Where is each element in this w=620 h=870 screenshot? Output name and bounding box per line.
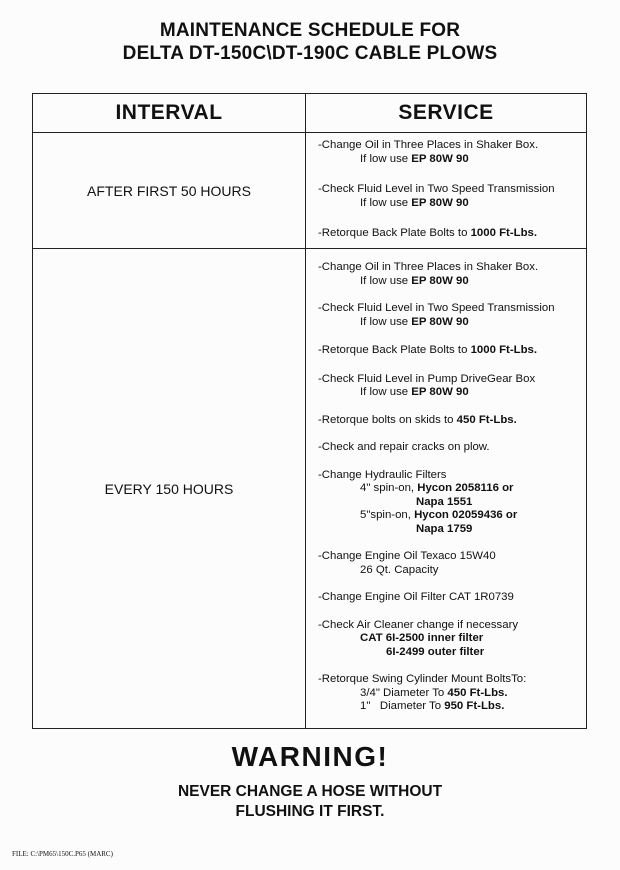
filter-part-number: CAT 6I-2500 inner filter [360, 632, 484, 644]
interval-cell: EVERY 150 HOURS [33, 249, 306, 729]
warning-text-line-2: FLUSHING IT FIRST. [235, 803, 385, 820]
warning-text-line-1: NEVER CHANGE A HOSE WITHOUT [177, 783, 443, 800]
service-item-note: If low use [360, 274, 412, 287]
service-item-text: -Retorque Swing Cylinder Mount BoltsTo: [318, 673, 527, 685]
filter-part-number: Napa 1551 [416, 495, 473, 508]
service-item-text: -Retorque Back Plate Bolts to [318, 344, 471, 356]
filter-part-number: Hycon 2058116 or [417, 482, 514, 494]
document-title-line-2: DELTA DT-150C\DT-190C CABLE PLOWS [122, 43, 498, 64]
service-item-oil-spec: EP 80W 90 [411, 274, 469, 287]
service-item [318, 302, 586, 329]
service-item-text: -Change Hydraulic Filters [318, 468, 447, 481]
service-item-torque-spec: 450 Ft-Lbs. [447, 686, 508, 699]
filter-size-note: 5"spin-on, [360, 509, 415, 521]
filter-size-note: 4" spin-on, [360, 482, 418, 494]
service-item-text: -Check Fluid Level in Two Speed Transmission [318, 183, 555, 195]
service-item [318, 139, 586, 166]
service-item-text: -Change Oil in Three Places in Shaker Box. [318, 139, 539, 151]
file-path-footer: FILE: C:\PM65\150C.P65 (MARC) [12, 850, 113, 858]
service-item-text: -Check and repair cracks on plow. [318, 441, 490, 453]
service-item [318, 550, 586, 577]
service-item-oil-spec: EP 80W 90 [411, 152, 469, 165]
table-row [33, 133, 587, 249]
service-item [318, 441, 586, 455]
service-item [318, 261, 586, 288]
interval-cell: AFTER FIRST 50 HOURS [33, 133, 306, 249]
service-item [318, 619, 586, 660]
service-item-oil-spec: EP 80W 90 [411, 386, 469, 398]
service-item [318, 414, 586, 428]
service-cell [306, 133, 587, 249]
service-item-note: If low use [360, 196, 412, 209]
service-item [318, 469, 586, 537]
service-item-text: -Change Engine Oil Texaco 15W40 [318, 550, 496, 562]
service-column-header: SERVICE [306, 94, 587, 133]
service-item-text: -Check Fluid Level in Pump DriveGear Box [318, 372, 536, 385]
service-item-text: -Check Air Cleaner change if necessary [318, 618, 519, 631]
service-item [318, 373, 586, 400]
service-item-text: -Check Fluid Level in Two Speed Transmission [318, 302, 555, 314]
service-item-note: If low use [360, 386, 412, 398]
service-item-torque-spec: 1000 Ft-Lbs. [470, 344, 538, 356]
service-item-torque-spec: 1000 Ft-Lbs. [470, 227, 538, 239]
service-item-torque-spec: 950 Ft-Lbs. [444, 700, 505, 712]
filter-part-number: Hycon 02059436 or [414, 509, 518, 521]
service-item [318, 227, 586, 241]
service-item-text: -Change Engine Oil Filter CAT 1R0739 [318, 591, 514, 603]
service-item-oil-spec: EP 80W 90 [411, 196, 469, 209]
service-item [318, 344, 586, 358]
service-item [318, 673, 586, 714]
service-item-text: -Retorque Back Plate Bolts to [318, 227, 471, 239]
table-row [33, 249, 587, 729]
service-item-text: -Retorque bolts on skids to [318, 413, 457, 426]
document-title-line-1: MAINTENANCE SCHEDULE FOR [159, 20, 461, 41]
service-item-note: 26 Qt. Capacity [360, 563, 439, 576]
interval-column-header: INTERVAL [33, 94, 306, 133]
service-item-torque-spec: 450 Ft-Lbs. [456, 413, 517, 426]
service-item-note: If low use [360, 315, 412, 328]
service-item-note: 1" Diameter To [360, 700, 445, 712]
filter-part-number: Napa 1759 [416, 522, 473, 535]
warning-heading: WARNING! [231, 741, 389, 772]
service-cell [306, 249, 587, 729]
service-item-note: If low use [360, 152, 412, 165]
service-item-note: 3/4" Diameter To [360, 686, 448, 699]
service-item [318, 591, 586, 605]
service-item-text: -Change Oil in Three Places in Shaker Box. [318, 261, 539, 273]
service-item [318, 183, 586, 210]
filter-part-number: 6I-2499 outer filter [386, 645, 485, 658]
maintenance-schedule-table [32, 93, 587, 729]
service-item-oil-spec: EP 80W 90 [411, 315, 469, 328]
table-header-row [33, 94, 587, 133]
